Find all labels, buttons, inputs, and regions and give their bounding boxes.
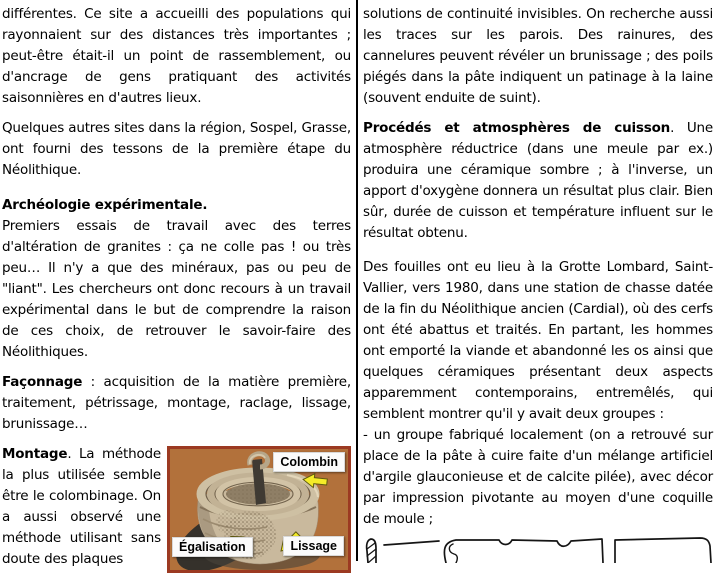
- paragraph: solutions de continuité invisibles. On recherche aussi les traces sur les parois. Des rainures, des cannelures peuvent révéler un brunissage ; des poils piégés dans la pâte indiquent un patinage à la laine (souvent enduite de suint).: [363, 6, 713, 106]
- bold-lead: Façonnage: [2, 374, 83, 390]
- right-column: [358, 0, 715, 561]
- paragraph-text: : acquisition de la matière première, traitement, pétrissage, montage, raclage, lissage, brunissage…: [2, 374, 351, 432]
- bold-lead: Procédés et atmosphères de cuisson: [363, 120, 671, 136]
- montage-block: [2, 444, 351, 570]
- pottery-profile-drawing: [363, 535, 713, 563]
- paragraph: Des fouilles ont eu lieu à la Grotte Lombard, Saint-Vallier, vers 1980, dans une station de chasse datée de la fin du Néolithique ancien (Cardial), où des cerfs ont été abattus et traités. En partant, les hommes ont emporté la viande et abandonné les os ainsi que quelques céramiques présentant deux aspects apparemment contemporains, entremêlés, qui semblent montrer qu'il y avait deux groupes :: [363, 259, 713, 422]
- section-heading: Archéologie expérimentale.: [2, 197, 208, 213]
- photo-label-colombin: Colombin: [273, 452, 345, 472]
- left-column: [0, 0, 356, 567]
- paragraph: différentes. Ce site a accueilli des populations qui rayonnaient sur des distances très importantes ; peut-être était-il un point de rassemblement, ou d'ancrage de gens pratiquant des activités saisonnières en d'autres lieux.: [2, 6, 351, 106]
- paragraph: - un groupe fabriqué localement (on a retrouvé sur place de la pâte à cuire faite d'un mélange artificiel d'argile glauconieuse et de calcite pilée), avec décor par impression pivotante au moyen d'une coquille de moule ;: [363, 427, 713, 527]
- paragraph-text: . Une atmosphère réductrice (dans une meule par ex.) produira une céramique sombre ; à l'inverse, un apport d'oxygène donnera un résultat plus clair. Bien sûr, durée de cuisson et température influent sur le résultat obtenu.: [363, 120, 714, 241]
- paragraph: [363, 118, 713, 244]
- paragraph: [2, 372, 351, 435]
- photo-label-egalisation: Égalisation: [172, 537, 253, 557]
- photo-label-lissage: Lissage: [283, 536, 344, 556]
- paragraph: Premiers essais de travail avec des terres d'altération de granites : ça ne colle pas ! ou très peu… Il n'y a que des minéraux, pas ou peu de "liant". Les chercheurs ont donc recours à un travail expérimental dans le but de comprendre la raison de ces choix, de retrouver le savoir-faire des Néolithiques.: [2, 218, 351, 360]
- paragraph-text: . La méthode la plus utilisée semble être le colombinage. On a aussi observé une méthode utilisant sans doute des plaques: [2, 446, 161, 567]
- bold-lead: Montage: [2, 446, 68, 462]
- pottery-photo-figure: [167, 446, 351, 573]
- paragraph: Quelques autres sites dans la région, Sospel, Grasse, ont fourni des tessons de la première étape du Néolithique.: [2, 120, 351, 178]
